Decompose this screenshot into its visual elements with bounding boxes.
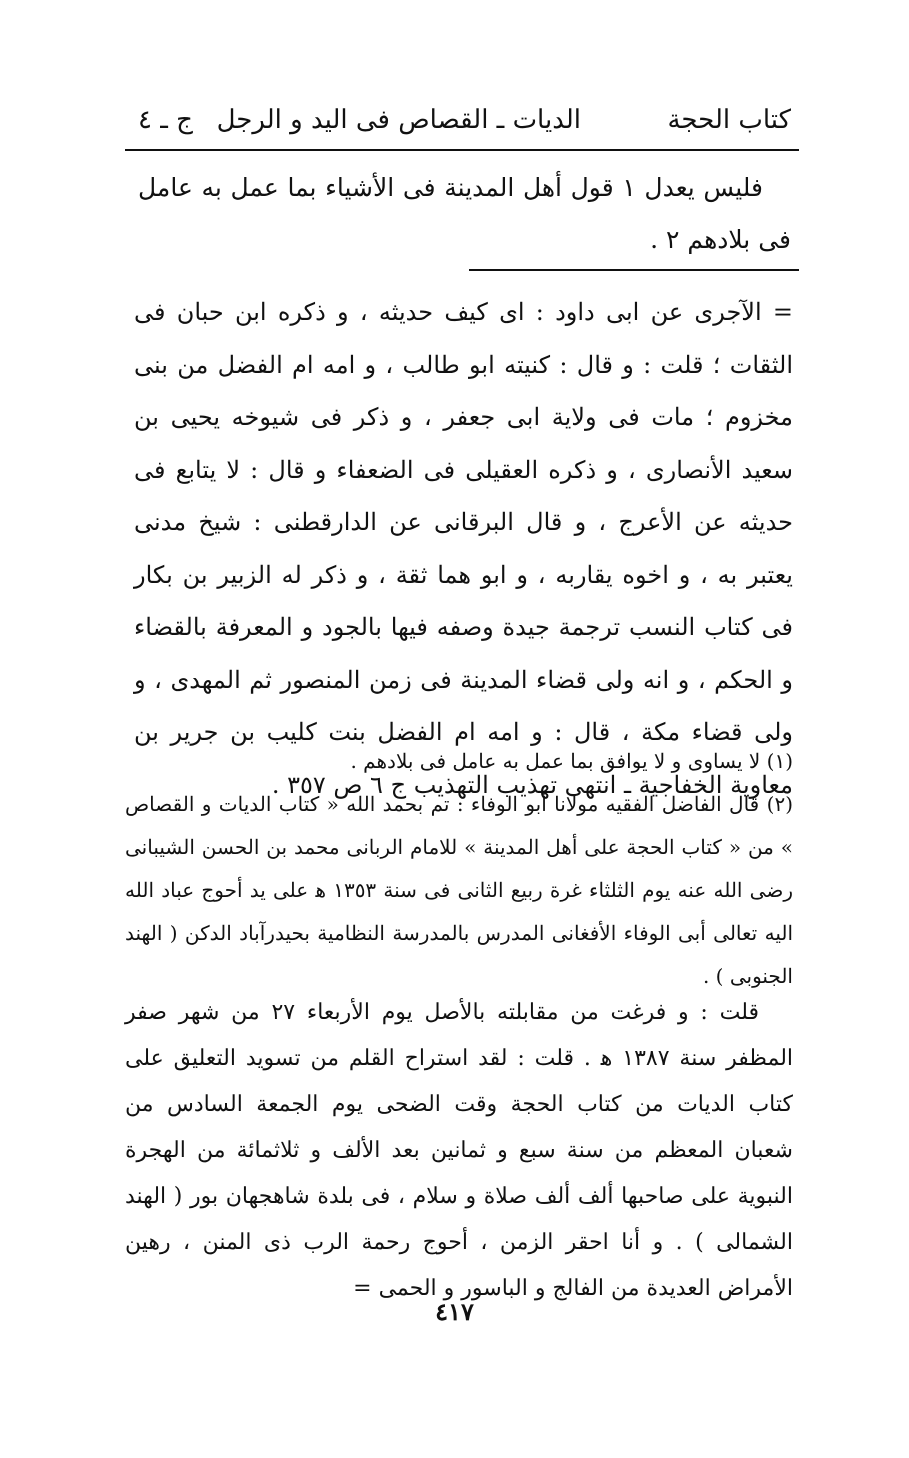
- page-number: ٤١٧: [435, 1297, 474, 1326]
- header-rule: [125, 149, 799, 151]
- closing-note: [125, 990, 793, 1312]
- book-title: كتاب الحجة: [667, 105, 791, 135]
- commentary-block: [134, 286, 793, 811]
- running-head: [138, 100, 791, 140]
- main-paragraph: فليس يعدل ١ قول أهل المدينة فى الأشياء بما عمل به عامل فى بلادهم ٢ .: [138, 173, 791, 254]
- footnote-1: (١) لا يساوى و لا يوافق بما عمل به عامل فى بلادهم .: [350, 749, 793, 773]
- commentary-paragraph: = الآجرى عن ابى داود : اى كيف حديثه ، و ذكره ابن حبان فى الثقات ؛ قلت : و قال : كنيته ابو طالب ، و امه ام الفضل من بنى مخزوم ؛ مات فى ولاية ابى جعفر ، و ذكر فى شيوخه يحيى بن سعيد الأنصارى ، و ذكره العقيلى فى الضعفاء و قال : لا يتابع فى حديثه عن الأعرج ، و قال البرقانى عن الدارقطنى : شيخ مدنى يعتبر به ، و اخوه يقاربه ، و ابو هما ثقة ، و ذكر له الزبير بن بكار فى كتاب النسب ترجمة جيدة وصفه فيها بالجود و المعرفة بالقضاء و الحكم ، و انه ولى قضاء المدينة فى زمن المنصور ثم المهدى ، و ولى قضاء مكة ، قال : و امه ام الفضل بنت كليب بن جرير بن معاوية الخفاجية ـ انتهى تهذيب التهذيب ج ٦ ص ٣٥٧ .: [134, 298, 794, 799]
- footnote-2: (٢) قال الفاضل الفقيه مولانا أبو الوفاء : تم بحمد الله « كتاب الديات و القصاص » من « كتاب الحجة على أهل المدينة » للامام الربانى محمد بن الحسن الشيبانى رضى الله عنه يوم الثلثاء غرة ربيع الثانى فى سنة ١٣٥٣ ﻫ على يد أحوج عباد الله اليه تعالى أبى الوفاء الأفغانى المدرس بالمدرسة النظامية بحيدرآباد الدكن ( الهند الجنوبى ) .: [125, 792, 793, 988]
- footnotes-block: [125, 740, 793, 998]
- footnote-separator-rule: [469, 269, 799, 271]
- chapter-title: الديات ـ القصاص فى اليد و الرجل: [216, 105, 581, 135]
- closing-paragraph: قلت : و فرغت من مقابلته بالأصل يوم الأربعاء ٢٧ من شهر صفر المظفر سنة ١٣٨٧ ﻫ . قلت : لقد استراح القلم من تسويد التعليق على كتاب الديات من كتاب الحجة وقت الضحى يوم الجمعة السادس من شعبان المعظم من سنة سبع و ثمانين بعد الألف و ثلاثمائة من الهجرة النبوية على صاحبها ألف ألف صلاة و سلام ، فى بلدة شاهجهان بور ( الهند الشمالى ) . و أنا احقر الزمن ، أحوج رحمة الرب ذى المنن ، رهين الأمراض العديدة من الفالج و الباسور و الحمى =: [125, 1000, 794, 1301]
- volume-label: ج ـ ٤: [138, 105, 193, 135]
- main-text: [138, 162, 791, 266]
